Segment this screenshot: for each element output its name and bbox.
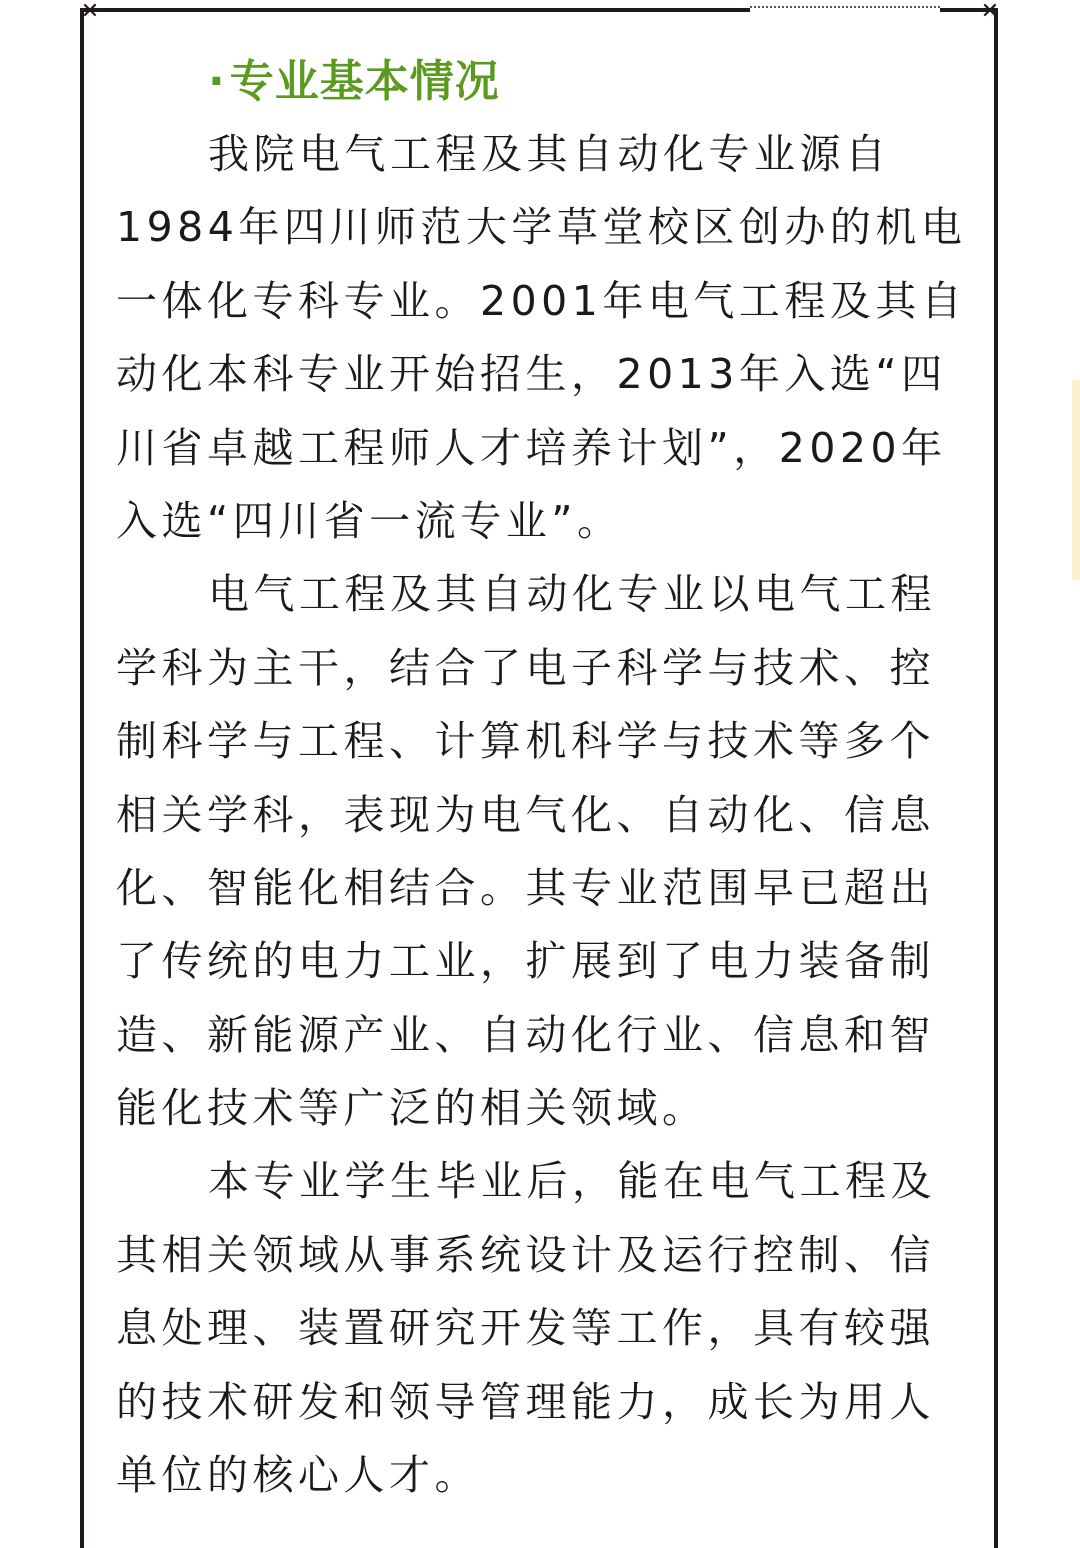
paragraph-1-line-5: 川省卓越工程师人才培养计划”，2020年: [116, 423, 947, 472]
section-heading: [208, 54, 500, 110]
paragraph-2-line-6: 了传统的电力工业，扩展到了电力装备制: [116, 937, 935, 986]
paragraph-1-line-4: 动化本科专业开始招生，2013年入选“四: [116, 350, 947, 399]
paragraph-3-line-1: 本专业学生毕业后，能在电气工程及: [208, 1157, 936, 1206]
paragraph-3-line-5: 单位的核心人才。: [116, 1451, 480, 1500]
paragraph-1-line-2: 1984年四川师范大学草堂校区创办的机电: [116, 203, 967, 252]
paragraph-2-line-8: 能化技术等广泛的相关领域。: [116, 1084, 708, 1133]
paragraph-2-line-5: 化、智能化相结合。其专业范围早已超出: [116, 863, 935, 912]
paragraph-3-line-4: 的技术研发和领导管理能力，成长为用人: [116, 1377, 935, 1426]
paragraph-2-line-2: 学科为主干，结合了电子科学与技术、控: [116, 643, 935, 692]
side-decoration-strip: [1072, 380, 1080, 580]
paragraph-1-line-6: 入选“四川省一流专业”。: [116, 496, 623, 545]
frame-top-dotted-gap: [750, 6, 940, 14]
paragraph-2-line-1: 电气工程及其自动化专业以电气工程: [208, 570, 936, 619]
paragraph-1-line-1: 我院电气工程及其自动化专业源自: [208, 130, 891, 178]
paragraph-1-line-3: 一体化专科专业。2001年电气工程及其自: [116, 276, 967, 325]
article-body: [116, 118, 976, 1512]
corner-x-icon-left: ✕: [80, 0, 100, 24]
paragraph-2-line-3: 制科学与工程、计算机科学与技术等多个: [116, 717, 935, 766]
paragraph-3-line-2: 其相关领域从事系统设计及运行控制、信: [116, 1230, 935, 1279]
heading-bullet: ·: [208, 56, 226, 107]
paragraph-2-line-7: 造、新能源产业、自动化行业、信息和智: [116, 1010, 935, 1059]
corner-x-icon-right: ✕: [980, 0, 1000, 24]
paragraph-2-line-4: 相关学科，表现为电气化、自动化、信息: [116, 790, 935, 839]
paragraph-3-line-3: 息处理、装置研究开发等工作，具有较强: [116, 1304, 935, 1353]
heading-text: 专业基本情况: [229, 56, 500, 107]
